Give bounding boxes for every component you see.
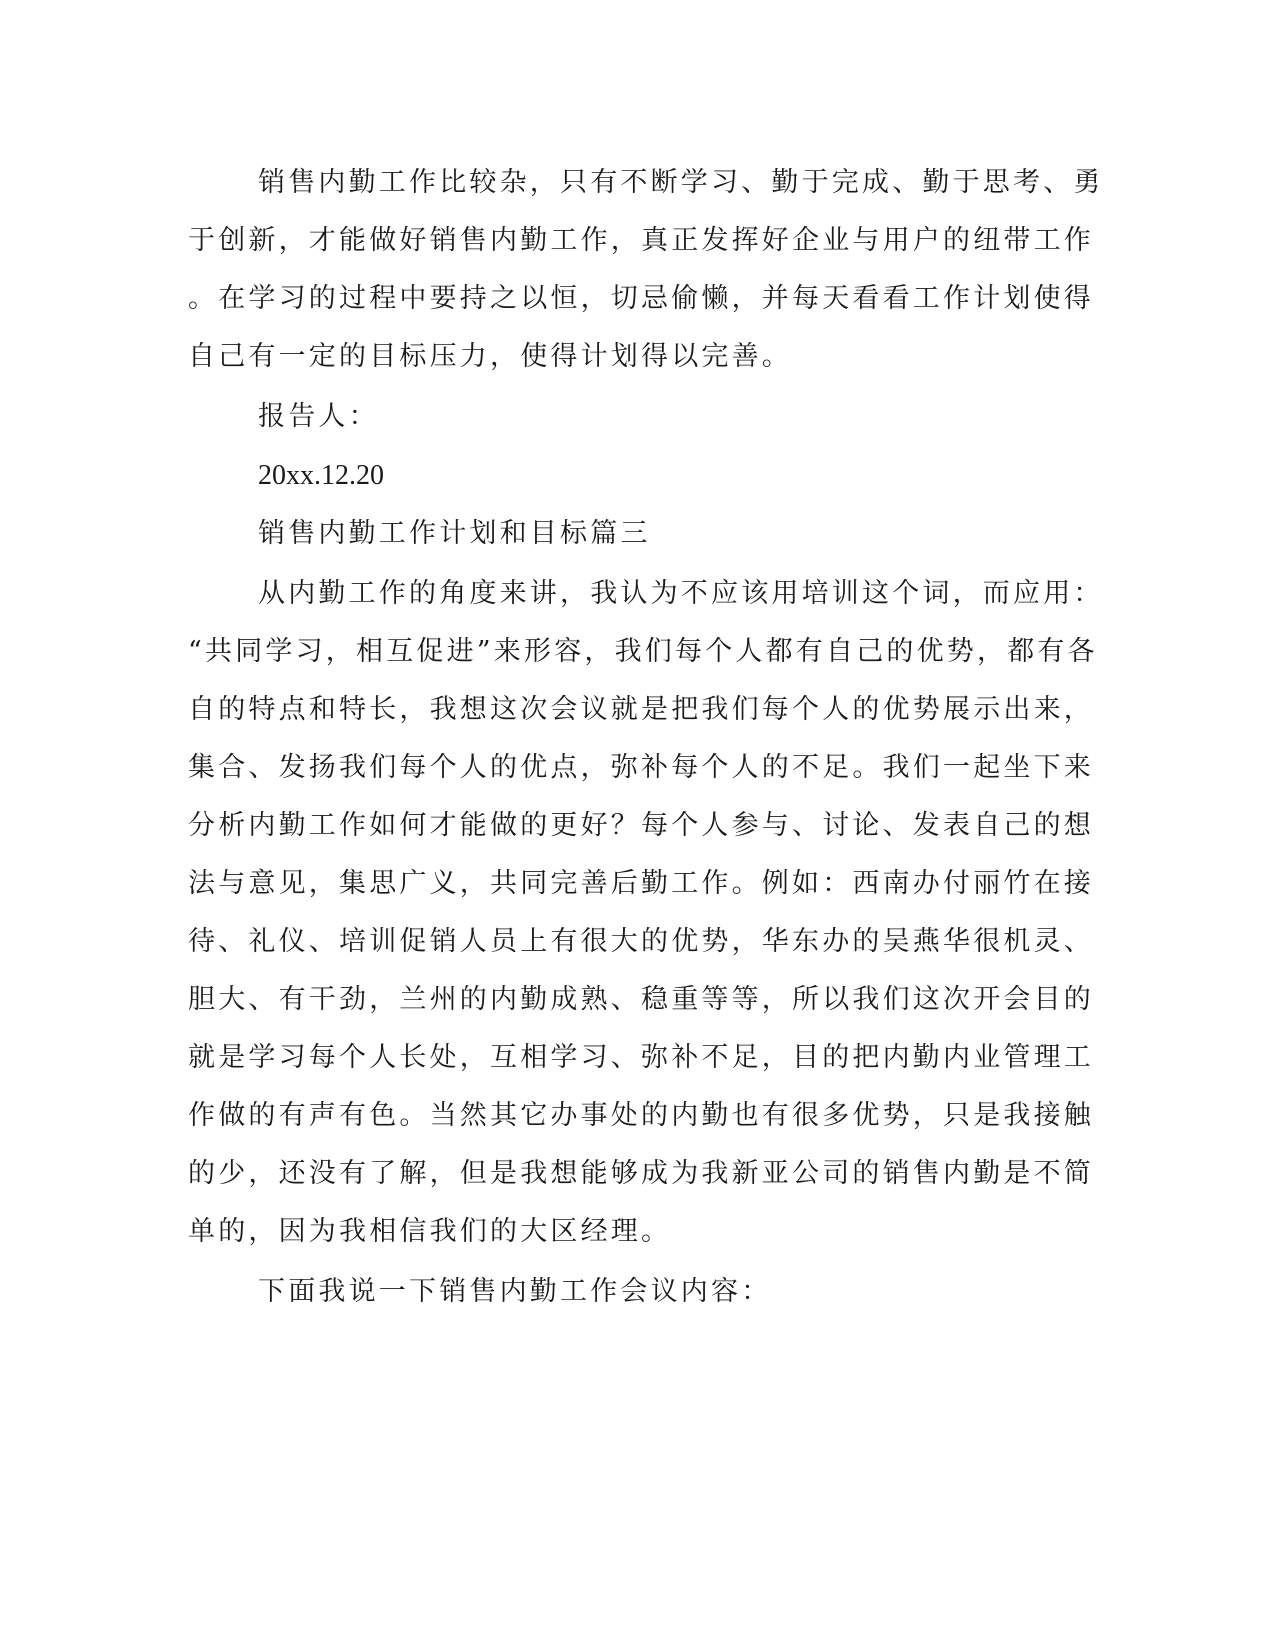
paragraph-2-line-2: “共同学习，相互促进”来形容，我们每个人都有自己的优势，都有各	[188, 636, 1098, 667]
section-heading: 销售内勤工作计划和目标篇三	[258, 518, 651, 549]
paragraph-1-line-4: 自己有一定的目标压力，使得计划得以完善。	[188, 341, 792, 372]
paragraph-1-line-2: 于创新，才能做好销售内勤工作，真正发挥好企业与用户的纽带工作	[188, 225, 1094, 256]
reporter-label: 报告人：	[258, 401, 379, 432]
paragraph-2-line-10: 作做的有声有色。当然其它办事处的内勤也有很多优势，只是我接触	[188, 1100, 1094, 1131]
paragraph-2-line-11: 的少，还没有了解，但是我想能够成为我新亚公司的销售内勤是不简	[188, 1158, 1094, 1189]
paragraph-2-line-4: 集合、发扬我们每个人的优点，弥补每个人的不足。我们一起坐下来	[188, 752, 1094, 783]
paragraph-2-line-8: 胆大、有干劲，兰州的内勤成熟、稳重等等，所以我们这次开会目的	[188, 984, 1094, 1015]
paragraph-2-line-1: 从内勤工作的角度来讲，我认为不应该用培训这个词，而应用：	[258, 578, 1104, 609]
report-date: 20xx.12.20	[258, 460, 384, 491]
paragraph-1-line-1: 销售内勤工作比较杂，只有不断学习、勤于完成、勤于思考、勇	[258, 167, 1104, 198]
paragraph-3-line-1: 下面我说一下销售内勤工作会议内容：	[258, 1276, 772, 1307]
paragraph-1-line-3: 。在学习的过程中要持之以恒，切忌偷懒，并每天看看工作计划使得	[188, 283, 1094, 314]
paragraph-2-line-5: 分析内勤工作如何才能做的更好？每个人参与、讨论、发表自己的想	[188, 810, 1094, 841]
paragraph-2-line-3: 自的特点和特长，我想这次会议就是把我们每个人的优势展示出来，	[188, 694, 1094, 725]
paragraph-2-line-6: 法与意见，集思广义，共同完善后勤工作。例如：西南办付丽竹在接	[188, 868, 1094, 899]
paragraph-2-line-12: 单的，因为我相信我们的大区经理。	[188, 1216, 672, 1247]
paragraph-2-line-7: 待、礼仪、培训促销人员上有很大的优势，华东办的吴燕华很机灵、	[188, 926, 1094, 957]
paragraph-2-line-9: 就是学习每个人长处，互相学习、弥补不足，目的把内勤内业管理工	[188, 1042, 1094, 1073]
